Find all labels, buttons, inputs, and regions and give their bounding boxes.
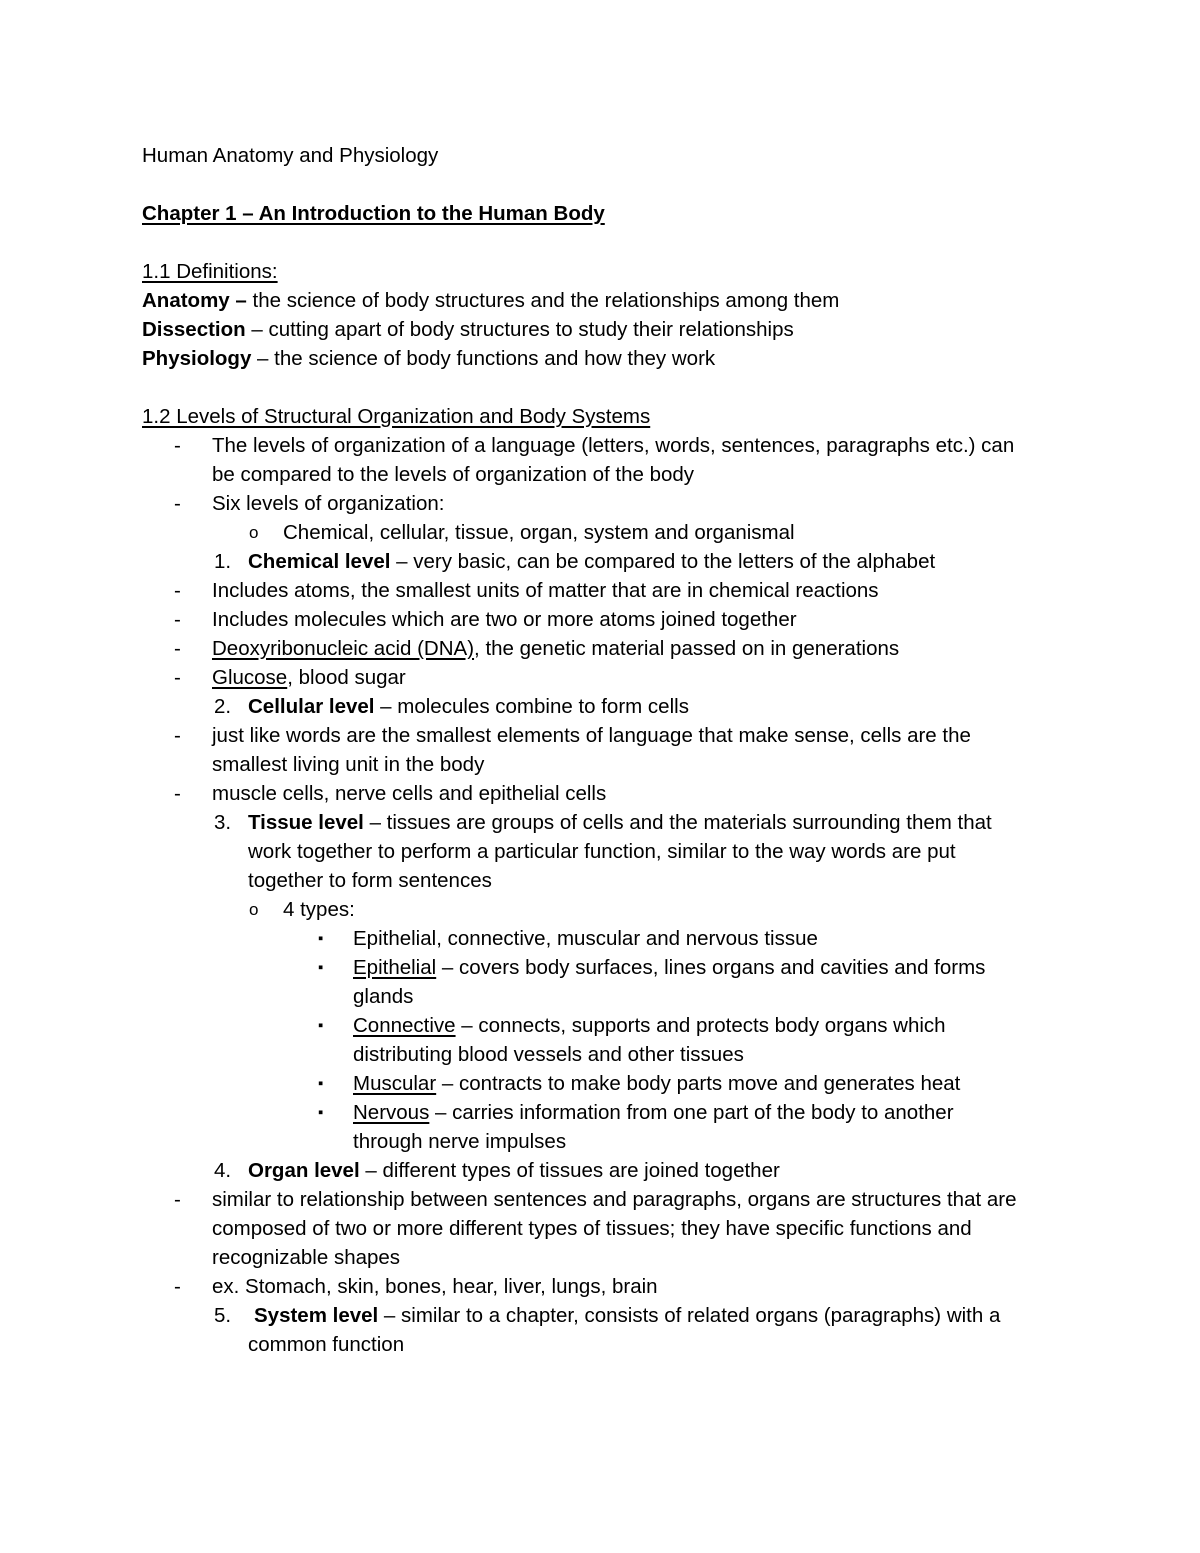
definition-text: – cutting apart of body structures to study their relationships — [245, 318, 794, 341]
numbered-item-continuation — [142, 866, 1072, 895]
circle-bullet-icon: o — [249, 900, 259, 919]
dash-bullet-icon: - — [174, 724, 181, 747]
tissue-type-item — [142, 1011, 1072, 1040]
square-bullet-icon: ▪ — [318, 930, 324, 947]
section-heading-levels: 1.2 Levels of Structural Organization and Body Systems — [142, 405, 651, 428]
level-text: work together to perform a particular function, similar to the way words are put — [248, 840, 956, 863]
definition-text: – the science of body functions and how they work — [251, 347, 716, 370]
list-item-text: , the genetic material passed on in generations — [474, 637, 900, 660]
square-bullet-icon: ▪ — [318, 959, 324, 976]
definition-physiology — [142, 344, 1072, 373]
list-item-text: Includes atoms, the smallest units of matter that are in chemical reactions — [212, 579, 879, 602]
level-text: together to form sentences — [248, 869, 492, 892]
dash-bullet-icon: - — [174, 434, 181, 457]
document-body — [142, 141, 1072, 1359]
list-item-continuation — [142, 750, 1072, 779]
level-term: Tissue level — [248, 811, 364, 834]
dash-bullet-icon: - — [174, 1188, 181, 1211]
level-text: – molecules combine to form cells — [374, 695, 689, 718]
tissue-type-item — [142, 1098, 1072, 1127]
section-heading-definitions: 1.1 Definitions: — [142, 260, 278, 283]
square-bullet-icon: ▪ — [318, 1104, 324, 1121]
underlined-term: Deoxyribonucleic acid (DNA) — [212, 637, 475, 660]
level-text: common function — [248, 1333, 405, 1356]
level-text: – very basic, can be compared to the letters of the alphabet — [390, 550, 936, 573]
list-item — [142, 1272, 1072, 1301]
list-item-text: The levels of organization of a language (letters, words, sentences, paragraphs etc.) can — [212, 434, 1015, 457]
underlined-term: Epithelial — [353, 956, 437, 979]
underlined-term: Nervous — [353, 1101, 430, 1124]
numbered-item-tissue — [142, 808, 1072, 837]
list-item — [142, 605, 1072, 634]
list-item-text: – covers body surfaces, lines organs and cavities and forms — [436, 956, 986, 979]
underlined-term: Muscular — [353, 1072, 437, 1095]
list-item — [142, 779, 1072, 808]
numbered-item-system — [142, 1301, 1072, 1330]
item-number: 3. — [214, 811, 232, 834]
list-item — [142, 431, 1072, 460]
list-item — [142, 663, 1072, 692]
item-number: 5. — [214, 1304, 232, 1327]
list-item-text: Epithelial, connective, muscular and nervous tissue — [353, 927, 818, 950]
list-item-text: glands — [353, 985, 414, 1008]
list-item-text: – carries information from one part of the body to another — [429, 1101, 954, 1124]
definition-term: Physiology — [142, 347, 252, 370]
list-item-text: Includes molecules which are two or more atoms joined together — [212, 608, 797, 631]
underlined-term: Connective — [353, 1014, 456, 1037]
level-term: System level — [254, 1304, 379, 1327]
tissue-type-item — [142, 1069, 1072, 1098]
document-title: Human Anatomy and Physiology — [142, 144, 439, 167]
dash-bullet-icon: - — [174, 666, 181, 689]
sub-list-item — [142, 518, 1072, 547]
tissue-type-item — [142, 953, 1072, 982]
definition-text: the science of body structures and the relationships among them — [246, 289, 840, 312]
list-item-text: ex. Stomach, skin, bones, hear, liver, lungs, brain — [212, 1275, 658, 1298]
list-item-text: be compared to the levels of organization of the body — [212, 463, 695, 486]
list-item-text: Six levels of organization: — [212, 492, 445, 515]
level-term: Organ level — [248, 1159, 360, 1182]
level-term: Cellular level — [248, 695, 375, 718]
list-item — [142, 489, 1072, 518]
underlined-term: Glucose — [212, 666, 288, 689]
list-item-text: recognizable shapes — [212, 1246, 401, 1269]
list-item-text: – contracts to make body parts move and generates heat — [436, 1072, 961, 1095]
definition-term: Dissection — [142, 318, 246, 341]
list-item — [142, 576, 1072, 605]
spacer — [142, 373, 1072, 402]
list-item-text: muscle cells, nerve cells and epithelial cells — [212, 782, 607, 805]
item-number: 1. — [214, 550, 232, 573]
list-item-text: through nerve impulses — [353, 1130, 567, 1153]
spacer — [142, 170, 1072, 199]
list-item-continuation — [142, 1243, 1072, 1272]
dash-bullet-icon: - — [174, 492, 181, 515]
level-text: – different types of tissues are joined together — [359, 1159, 780, 1182]
square-bullet-icon: ▪ — [318, 1075, 324, 1092]
tissue-type-continuation — [142, 982, 1072, 1011]
list-item-text: , blood sugar — [287, 666, 406, 689]
list-item-text: composed of two or more different types of tissues; they have specific functions and — [212, 1217, 972, 1240]
definition-anatomy — [142, 286, 1072, 315]
square-bullet-icon: ▪ — [318, 1017, 324, 1034]
definition-dissection — [142, 315, 1072, 344]
level-text: – tissues are groups of cells and the materials surrounding them that — [363, 811, 992, 834]
list-item — [142, 634, 1072, 663]
list-item-continuation — [142, 460, 1072, 489]
chapter-heading: Chapter 1 – An Introduction to the Human Body — [142, 202, 605, 225]
list-item-continuation — [142, 1214, 1072, 1243]
numbered-item-cellular — [142, 692, 1072, 721]
circle-bullet-icon: o — [249, 523, 259, 542]
item-number: 2. — [214, 695, 232, 718]
numbered-item-continuation — [142, 837, 1072, 866]
spacer — [142, 228, 1072, 257]
tissue-type-continuation — [142, 1040, 1072, 1069]
level-term: Chemical level — [248, 550, 391, 573]
list-item — [142, 1185, 1072, 1214]
level-text: – similar to a chapter, consists of related organs (paragraphs) with a — [378, 1304, 1001, 1327]
list-item-text: distributing blood vessels and other tissues — [353, 1043, 744, 1066]
numbered-item-continuation — [142, 1330, 1072, 1359]
list-item-text: just like words are the smallest elements of language that make sense, cells are the — [212, 724, 971, 747]
dash-bullet-icon: - — [174, 579, 181, 602]
tissue-type-continuation — [142, 1127, 1072, 1156]
dash-bullet-icon: - — [174, 608, 181, 631]
list-item-text: – connects, supports and protects body organs which — [455, 1014, 946, 1037]
list-item-text: smallest living unit in the body — [212, 753, 485, 776]
tissue-type-item — [142, 924, 1072, 953]
list-item — [142, 721, 1072, 750]
dash-bullet-icon: - — [174, 782, 181, 805]
dash-bullet-icon: - — [174, 1275, 181, 1298]
dash-bullet-icon: - — [174, 637, 181, 660]
definition-term: Anatomy – — [142, 289, 247, 312]
list-item-text: Chemical, cellular, tissue, organ, system and organismal — [283, 521, 795, 544]
list-item-text: 4 types: — [283, 898, 355, 921]
sub-list-item — [142, 895, 1072, 924]
numbered-item-chemical — [142, 547, 1072, 576]
item-number: 4. — [214, 1159, 232, 1182]
numbered-item-organ — [142, 1156, 1072, 1185]
list-item-text: similar to relationship between sentences and paragraphs, organs are structures that are — [212, 1188, 1017, 1211]
